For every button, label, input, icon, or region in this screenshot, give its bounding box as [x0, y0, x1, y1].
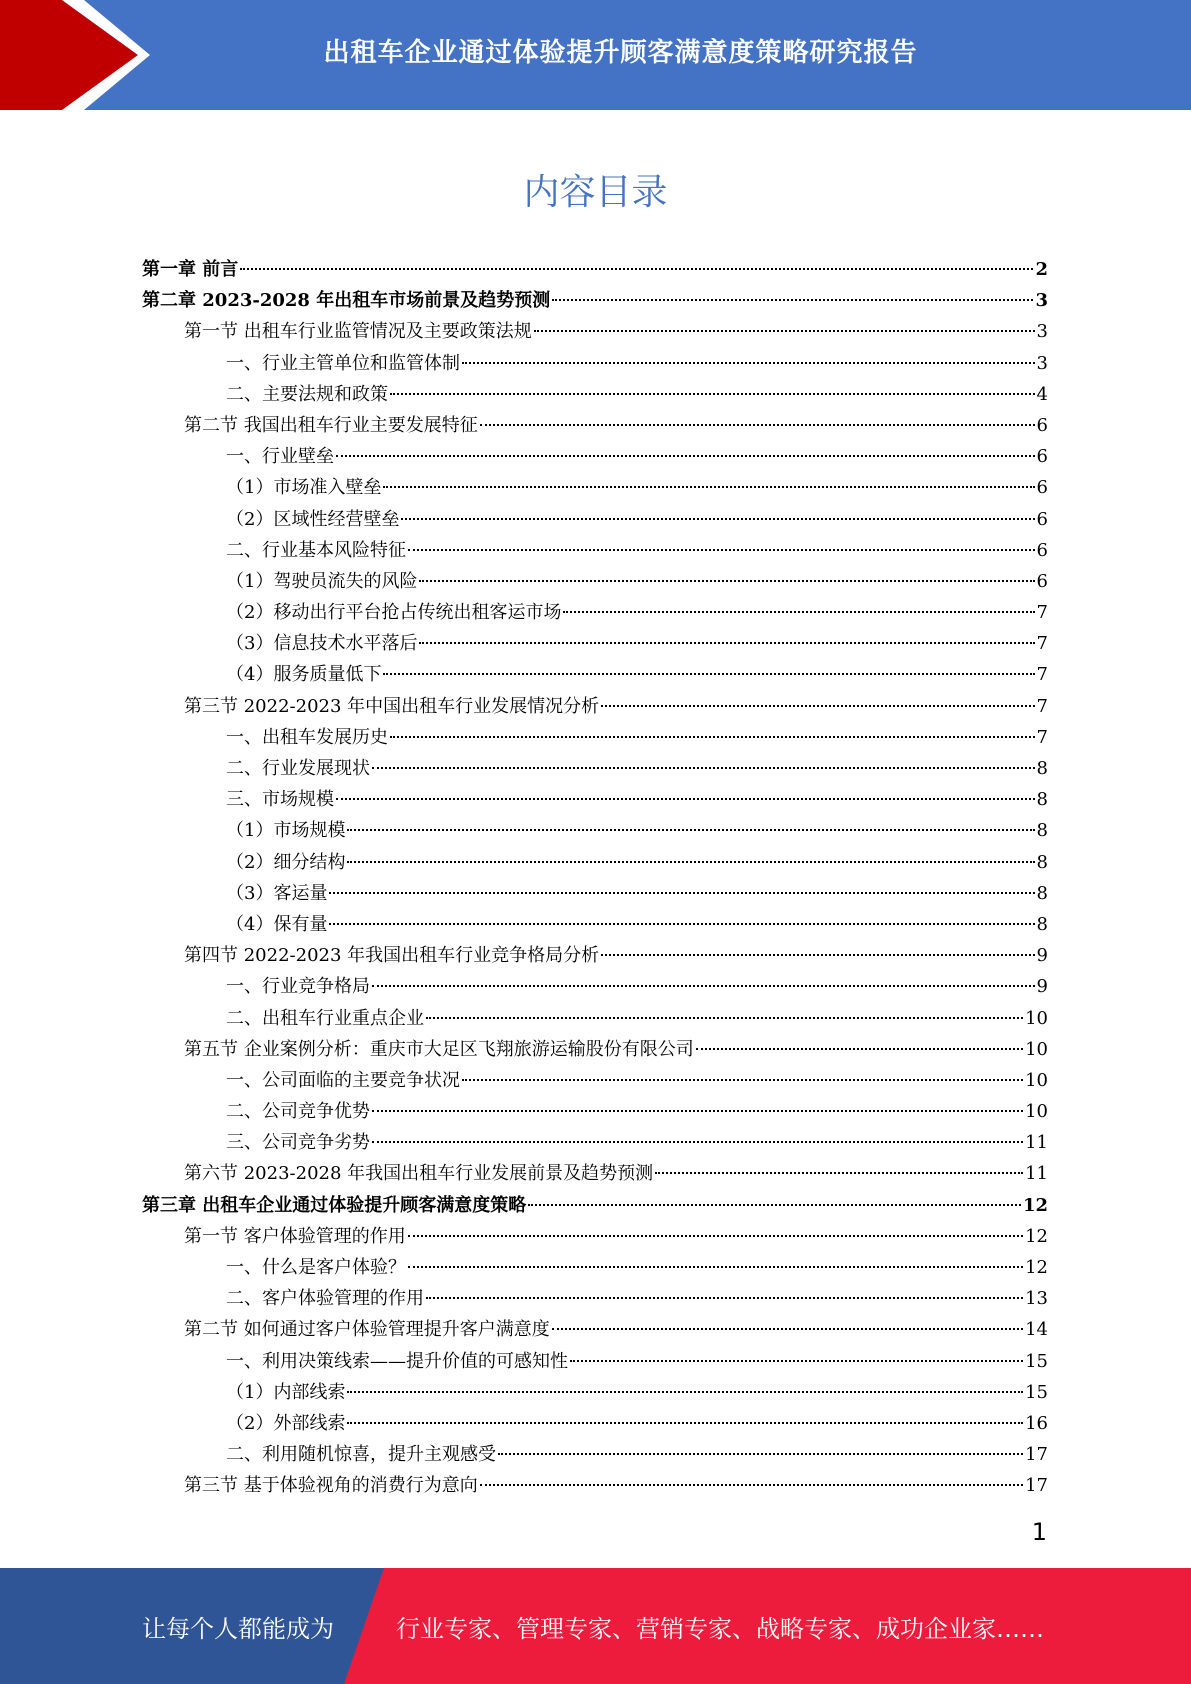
toc-entry-title: （1）市场规模: [226, 820, 346, 842]
toc-entry-title: 一、什么是客户体验？: [226, 1257, 406, 1278]
toc-entry-title: 二、客户体验管理的作用: [226, 1288, 424, 1310]
toc-entry-page: 13: [1025, 1288, 1048, 1310]
toc-dot-leader: [383, 486, 1034, 488]
toc-entry-title: （2）移动出行平台抢占传统出租客运市场: [226, 602, 562, 624]
toc-dot-leader: [462, 362, 1035, 364]
report-title: 出租车企业通过体验提升顾客满意度策略研究报告: [323, 37, 918, 68]
toc-entry-page: 6: [1036, 570, 1048, 592]
toc-entry[interactable]: [142, 1283, 1048, 1314]
toc-entry[interactable]: [142, 1096, 1048, 1127]
toc-entry-title: 第四节 2022-2023 年我国出租车行业竞争格局分析: [184, 945, 600, 967]
toc-entry-page: 8: [1036, 913, 1048, 935]
toc-entry-page: 7: [1036, 695, 1048, 717]
toc-entry-page: 3: [1035, 290, 1048, 312]
toc-entry[interactable]: [142, 410, 1048, 441]
toc-dot-leader: [570, 1360, 1023, 1362]
toc-entry-page: 6: [1036, 539, 1048, 561]
toc-dot-leader: [528, 1204, 1021, 1206]
toc-entry[interactable]: [142, 878, 1048, 909]
toc-entry-title: （4）保有量: [226, 913, 328, 935]
toc-entry[interactable]: [142, 348, 1048, 379]
toc-dot-leader: [336, 798, 1035, 800]
toc-entry[interactable]: [142, 472, 1048, 503]
toc-dot-leader: [408, 1235, 1023, 1237]
toc-dot-leader: [347, 829, 1034, 831]
toc-entry-title: 二、行业发展现状: [226, 758, 370, 779]
toc-dot-leader: [601, 705, 1034, 707]
toc-entry[interactable]: [142, 753, 1048, 784]
toc-entry-page: 8: [1036, 789, 1048, 811]
toc-entry-page: 11: [1025, 1163, 1048, 1185]
toc-dot-leader: [419, 580, 1034, 582]
toc-entry-page: 7: [1036, 602, 1048, 624]
toc-dot-leader: [408, 1266, 1023, 1268]
toc-dot-leader: [390, 736, 1035, 738]
toc-entry-title: 第二章 2023-2028 年出租车市场前景及趋势预测: [142, 290, 551, 312]
toc-entry-title: 一、行业壁垒: [226, 446, 334, 468]
toc-dot-leader: [426, 1017, 1023, 1019]
toc-entry[interactable]: [142, 535, 1048, 566]
toc-entry-title: （2）外部线索: [226, 1412, 346, 1434]
toc-entry[interactable]: [142, 504, 1048, 535]
toc-dot-leader: [480, 424, 1035, 426]
toc-entry-title: 第一章 前言: [142, 259, 239, 280]
toc-entry[interactable]: [142, 815, 1048, 846]
toc-entry[interactable]: [142, 1377, 1048, 1408]
toc-dot-leader: [372, 1110, 1023, 1112]
toc-dot-leader: [329, 892, 1034, 894]
toc-entry-title: 第三章 出租车企业通过体验提升顾客满意度策略: [142, 1194, 527, 1216]
toc-entry-title: 第六节 2023-2028 年我国出租车行业发展前景及趋势预测: [184, 1163, 654, 1185]
toc-entry-title: 第二节 我国出租车行业主要发展特征: [184, 414, 478, 436]
toc-dot-leader: [401, 518, 1034, 520]
page-footer: [0, 1568, 1191, 1684]
toc-entry[interactable]: [142, 1003, 1048, 1034]
toc-entry-title: （2）细分结构: [226, 851, 346, 873]
table-of-contents: [142, 254, 1048, 1502]
toc-entry-page: 3: [1036, 352, 1048, 374]
toc-entry-page: 9: [1036, 976, 1048, 998]
toc-entry-title: 第二节 如何通过客户体验管理提升客户满意度: [184, 1319, 550, 1341]
toc-entry-title: 二、利用随机惊喜，提升主观感受: [226, 1444, 496, 1466]
toc-entry-title: 第三节 基于体验视角的消费行为意向: [184, 1475, 478, 1497]
toc-entry[interactable]: [142, 1221, 1048, 1252]
toc-entry-page: 6: [1036, 508, 1048, 530]
toc-entry-page: 15: [1025, 1350, 1048, 1372]
toc-entry-page: 7: [1036, 664, 1048, 686]
toc-entry[interactable]: [142, 847, 1048, 878]
toc-heading: 内容目录: [523, 172, 668, 213]
toc-entry-page: 2: [1035, 259, 1048, 280]
footer-slogan-left: 让每个人都能成为: [142, 1614, 334, 1643]
toc-entry[interactable]: [142, 1065, 1048, 1096]
toc-entry-title: 二、公司竞争优势: [226, 1101, 370, 1123]
toc-entry-page: 8: [1036, 820, 1048, 842]
toc-dot-leader: [347, 1422, 1023, 1424]
toc-entry-title: 二、行业基本风险特征: [226, 539, 406, 561]
toc-dot-leader: [552, 299, 1033, 301]
toc-dot-leader: [601, 954, 1034, 956]
toc-dot-leader: [419, 642, 1034, 644]
toc-entry-page: 6: [1036, 446, 1048, 468]
toc-entry-page: 4: [1036, 383, 1048, 405]
toc-entry-title: （1）市场准入壁垒: [226, 477, 382, 499]
toc-dot-leader: [329, 923, 1034, 925]
toc-entry-page: 15: [1025, 1381, 1048, 1403]
toc-entry-page: 12: [1025, 1225, 1048, 1247]
toc-dot-leader: [336, 455, 1035, 457]
toc-entry-page: 9: [1036, 945, 1048, 967]
toc-entry-page: 8: [1036, 851, 1048, 873]
toc-entry-page: 6: [1036, 414, 1048, 436]
toc-entry-title: 三、公司竞争劣势: [226, 1132, 370, 1154]
toc-entry[interactable]: [142, 1346, 1048, 1377]
toc-entry[interactable]: [142, 940, 1048, 971]
toc-entry-page: 14: [1025, 1319, 1048, 1341]
toc-entry-page: 17: [1025, 1475, 1048, 1497]
toc-entry[interactable]: [142, 691, 1048, 722]
toc-entry-title: （4）服务质量低下: [226, 664, 382, 686]
toc-entry[interactable]: [142, 784, 1048, 815]
toc-entry[interactable]: [142, 1252, 1048, 1283]
toc-entry-title: 一、行业主管单位和监管体制: [226, 352, 460, 374]
toc-entry[interactable]: [142, 628, 1048, 659]
page-header: [0, 0, 1191, 110]
toc-dot-leader: [655, 1172, 1023, 1174]
toc-entry-title: 一、公司面临的主要竞争状况: [226, 1069, 460, 1091]
toc-entry-page: 12: [1022, 1194, 1048, 1216]
toc-dot-leader: [552, 1328, 1023, 1330]
toc-entry-title: 二、主要法规和政策: [226, 383, 388, 405]
toc-entry-title: （3）客运量: [226, 882, 328, 904]
toc-dot-leader: [383, 673, 1034, 675]
toc-entry-title: 第三节 2022-2023 年中国出租车行业发展情况分析: [184, 695, 600, 717]
toc-entry-title: （2）区域性经营壁垒: [226, 508, 400, 530]
toc-entry-page: 3: [1036, 321, 1048, 343]
toc-dot-leader: [534, 330, 1035, 332]
toc-dot-leader: [462, 1079, 1023, 1081]
toc-entry-title: 一、出租车发展历史: [226, 726, 388, 748]
toc-entry-page: 12: [1025, 1257, 1048, 1278]
toc-entry-page: 10: [1025, 1007, 1048, 1029]
toc-entry[interactable]: [142, 254, 1048, 285]
toc-entry[interactable]: [142, 1314, 1048, 1345]
toc-entry-page: 17: [1025, 1444, 1048, 1466]
toc-dot-leader: [498, 1453, 1023, 1455]
toc-entry[interactable]: [142, 566, 1048, 597]
toc-entry[interactable]: [142, 1158, 1048, 1189]
toc-entry-title: 一、行业竞争格局: [226, 976, 370, 998]
toc-entry[interactable]: [142, 316, 1048, 347]
toc-entry-page: 11: [1025, 1132, 1048, 1154]
toc-entry-title: 三、市场规模: [226, 789, 334, 811]
toc-entry[interactable]: [142, 285, 1048, 316]
toc-entry[interactable]: [142, 1190, 1048, 1221]
toc-entry[interactable]: [142, 1470, 1048, 1501]
toc-entry-page: 10: [1025, 1038, 1048, 1060]
toc-entry[interactable]: [142, 659, 1048, 690]
toc-entry[interactable]: [142, 379, 1048, 410]
toc-dot-leader: [372, 985, 1035, 987]
toc-dot-leader: [696, 1048, 1023, 1050]
toc-entry-page: 10: [1025, 1069, 1048, 1091]
toc-entry[interactable]: [142, 441, 1048, 472]
toc-entry-title: 一、利用决策线索——提升价值的可感知性: [226, 1350, 568, 1372]
toc-entry-page: 7: [1036, 633, 1048, 655]
toc-entry-title: 第一节 出租车行业监管情况及主要政策法规: [184, 321, 532, 343]
toc-entry-title: （1）驾驶员流失的风险: [226, 570, 418, 592]
toc-entry[interactable]: [142, 722, 1048, 753]
footer-slogan-right: 行业专家、管理专家、营销专家、战略专家、成功企业家……: [396, 1614, 1044, 1643]
toc-entry-title: （3）信息技术水平落后: [226, 633, 418, 655]
toc-entry-title: 二、出租车行业重点企业: [226, 1007, 424, 1029]
toc-entry[interactable]: [142, 1034, 1048, 1065]
toc-entry-page: 6: [1036, 477, 1048, 499]
toc-entry[interactable]: [142, 1408, 1048, 1439]
page-number: 1: [1031, 1518, 1047, 1546]
toc-entry[interactable]: [142, 909, 1048, 940]
toc-dot-leader: [240, 268, 1033, 270]
toc-dot-leader: [347, 861, 1034, 863]
toc-dot-leader: [563, 611, 1034, 613]
toc-dot-leader: [372, 767, 1035, 769]
toc-dot-leader: [426, 1297, 1023, 1299]
toc-entry-page: 8: [1036, 758, 1048, 779]
toc-entry[interactable]: [142, 1127, 1048, 1158]
toc-entry-page: 7: [1036, 726, 1048, 748]
toc-dot-leader: [372, 1141, 1023, 1143]
toc-entry[interactable]: [142, 597, 1048, 628]
toc-entry-page: 8: [1036, 882, 1048, 904]
toc-entry-page: 10: [1025, 1101, 1048, 1123]
toc-entry[interactable]: [142, 971, 1048, 1002]
toc-dot-leader: [390, 393, 1035, 395]
toc-entry-title: （1）内部线索: [226, 1381, 346, 1403]
toc-entry[interactable]: [142, 1439, 1048, 1470]
toc-dot-leader: [347, 1391, 1023, 1393]
toc-entry-title: 第一节 客户体验管理的作用: [184, 1225, 406, 1247]
toc-entry-page: 16: [1025, 1412, 1048, 1434]
toc-dot-leader: [480, 1484, 1023, 1486]
toc-entry-title: 第五节 企业案例分析：重庆市大足区飞翔旅游运输股份有限公司: [184, 1038, 694, 1060]
toc-dot-leader: [408, 549, 1035, 551]
